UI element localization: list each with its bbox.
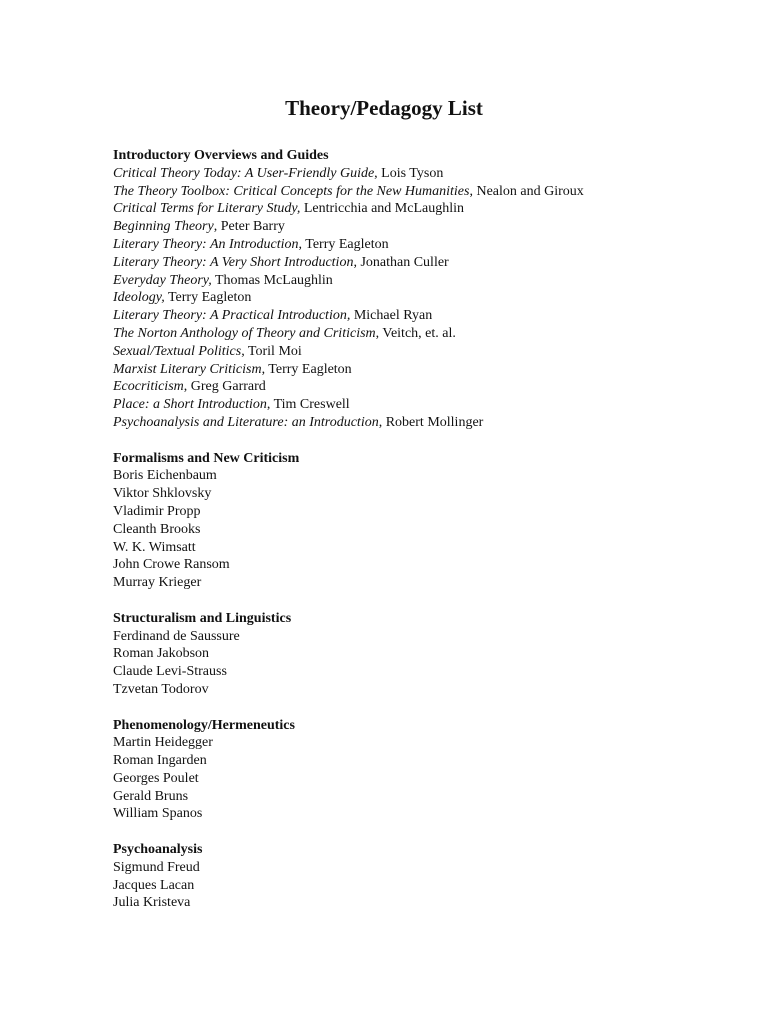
work-title: Critical Theory Today: A User-Friendly Guide — [113, 165, 375, 181]
work-title: The Theory Toolbox: Critical Concepts for the New Humanities — [113, 183, 470, 199]
list-item — [113, 414, 733, 432]
section-heading: Structuralism and Linguistics — [113, 610, 292, 626]
work-title: Literary Theory: A Very Short Introduction — [113, 254, 354, 270]
entry-author: , Terry Eagleton — [261, 361, 352, 377]
section-phenomenology — [113, 717, 733, 824]
section-heading: Introductory Overviews and Guides — [113, 148, 329, 163]
section-introductory-overviews — [113, 147, 733, 432]
entry-author: , Veitch, et. al. — [375, 325, 456, 341]
list-item: Viktor Shklovsky — [113, 486, 212, 502]
list-item — [113, 289, 733, 307]
entry-author: , Tim Creswell — [266, 397, 350, 413]
entry-author: , Greg Garrard — [183, 379, 266, 395]
list-item: Claude Levi-Strauss — [113, 664, 227, 680]
work-title: Ideology, — [113, 290, 165, 306]
section-structuralism — [113, 610, 733, 699]
list-item: Murray Krieger — [113, 575, 202, 591]
entry-author: Thomas McLaughlin — [211, 272, 333, 288]
list-item: Georges Poulet — [113, 770, 199, 786]
list-item — [113, 200, 733, 218]
list-item — [113, 218, 733, 236]
list-item: Cleanth Brooks — [113, 521, 201, 537]
list-item: Boris Eichenbaum — [113, 468, 217, 484]
entry-author: , Robert Mollinger — [378, 414, 484, 430]
list-item — [113, 254, 733, 272]
list-item — [113, 378, 733, 396]
section-formalisms — [113, 450, 733, 592]
list-item: Sigmund Freud — [113, 859, 200, 875]
list-item: W. K. Wimsatt — [113, 539, 196, 555]
work-title: Critical Terms for Literary Study, — [113, 201, 301, 217]
entry-author: , Toril Moi — [241, 343, 302, 359]
entry-author: , Peter Barry — [213, 219, 285, 235]
section-heading: Psychoanalysis — [113, 842, 203, 858]
page-title: Theory/Pedagogy List — [285, 96, 483, 120]
section-psychoanalysis — [113, 841, 733, 912]
list-item: Jacques Lacan — [113, 877, 195, 893]
work-title: Literary Theory: A Practical Introduction, — [113, 308, 351, 324]
work-title: Beginning Theory — [113, 219, 214, 235]
list-item — [113, 325, 733, 343]
entry-author: Michael Ryan — [350, 308, 433, 324]
entry-author: , Nealon and Giroux — [469, 183, 584, 199]
entry-author: , Jonathan Culler — [353, 254, 449, 270]
list-item — [113, 272, 733, 290]
work-title: Sexual/Textual Politics — [113, 343, 242, 359]
work-title: The Norton Anthology of Theory and Criticism — [113, 325, 376, 341]
list-item — [113, 236, 733, 254]
list-item: Vladimir Propp — [113, 503, 201, 519]
entry-author: Terry Eagleton — [164, 290, 252, 306]
list-item: Martin Heidegger — [113, 735, 213, 751]
section-heading: Phenomenology/Hermeneutics — [113, 717, 295, 733]
work-title: Ecocriticism — [113, 379, 184, 395]
document-body — [113, 147, 733, 930]
entry-author: , Lois Tyson — [374, 165, 444, 181]
list-item — [113, 343, 733, 361]
work-title: Literary Theory: An Introduction — [113, 236, 299, 252]
list-item: John Crowe Ransom — [113, 557, 230, 573]
entry-author: , Terry Eagleton — [298, 236, 389, 252]
list-item — [113, 183, 733, 201]
list-item — [113, 396, 733, 414]
work-title: Everyday Theory, — [113, 272, 212, 288]
work-title: Place: a Short Introduction — [113, 397, 267, 413]
section-heading: Formalisms and New Criticism — [113, 450, 300, 466]
work-title: Psychoanalysis and Literature: an Introduction — [113, 414, 379, 430]
list-item: Gerald Bruns — [113, 788, 189, 804]
list-item: Roman Ingarden — [113, 753, 207, 769]
list-item — [113, 307, 733, 325]
list-item: Ferdinand de Saussure — [113, 628, 240, 644]
list-item: William Spanos — [113, 806, 203, 822]
list-item: Tzvetan Todorov — [113, 681, 209, 697]
list-item: Julia Kristeva — [113, 895, 191, 911]
entry-author: Lentricchia and McLaughlin — [300, 201, 465, 217]
list-item: Roman Jakobson — [113, 646, 210, 662]
list-item — [113, 361, 733, 379]
list-item — [113, 165, 733, 183]
work-title: Marxist Literary Criticism — [113, 361, 262, 377]
